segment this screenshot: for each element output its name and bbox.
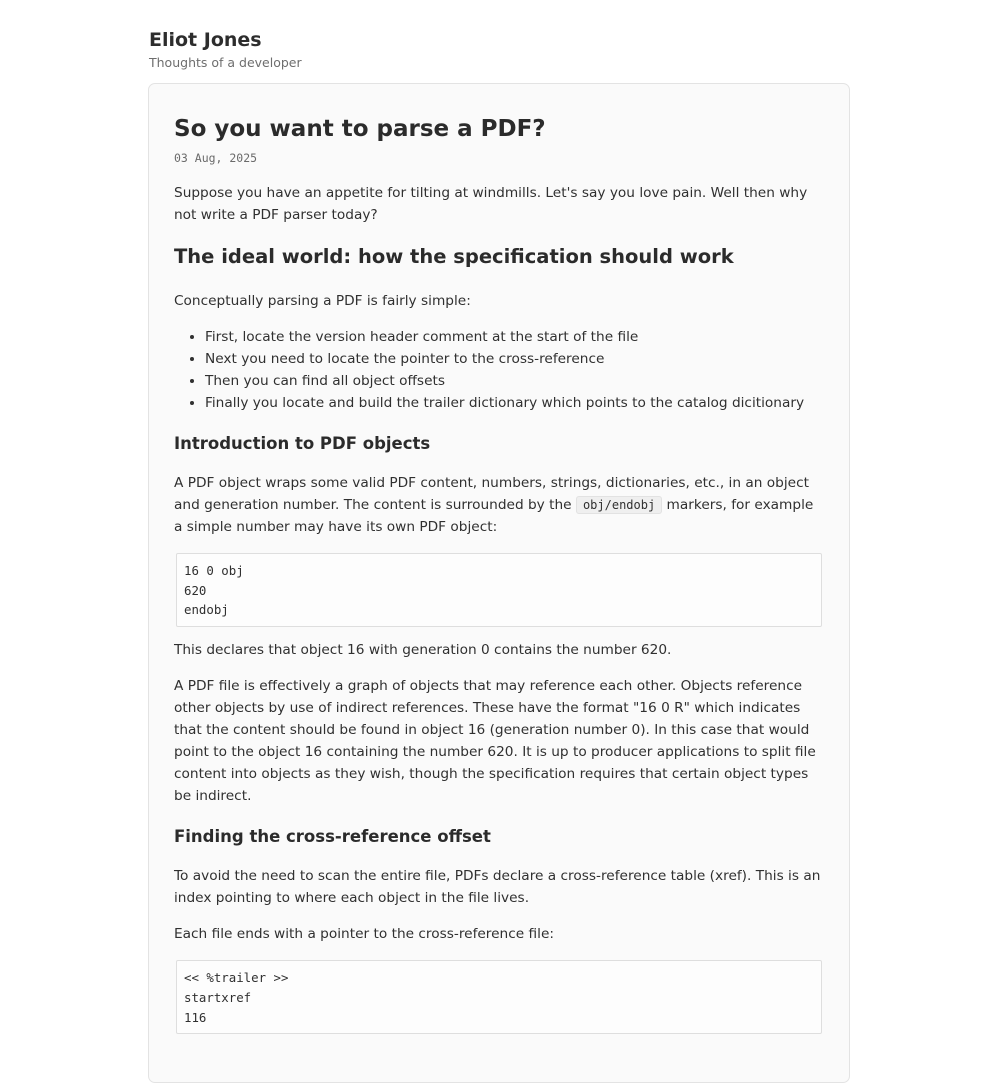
code-line: 620 xyxy=(184,582,207,598)
list-item: • First, locate the version header comment at the start of the file xyxy=(205,326,824,348)
intro-paragraph: Suppose you have an appetite for tilting at windmills. Let's say you love pain. Well then why not write a PDF parser today? xyxy=(174,185,808,223)
code-block-trailer-example xyxy=(176,960,822,1034)
steps-list xyxy=(174,326,824,414)
site-title[interactable]: Eliot Jones xyxy=(149,29,262,51)
post-title: So you want to parse a PDF? xyxy=(174,116,546,142)
section-heading-pdf-objects: Introduction to PDF objects xyxy=(174,434,431,453)
article-card xyxy=(148,83,850,1083)
code-block-object-example xyxy=(176,553,822,627)
xref-pointer-paragraph: Each file ends with a pointer to the cross-reference file: xyxy=(174,926,554,943)
list-item: • Next you need to locate the pointer to the cross-reference xyxy=(205,348,824,370)
site-tagline: Thoughts of a developer xyxy=(149,55,302,70)
section-heading-ideal-world: The ideal world: how the specification should work xyxy=(174,245,734,268)
code-line: 16 0 obj xyxy=(184,563,244,578)
code-line: << %trailer >> xyxy=(184,970,289,986)
site-header xyxy=(149,28,302,71)
paragraph-text: markers, for example a simple number may have its own PDF object: xyxy=(174,497,814,535)
code-line: 116 xyxy=(184,1009,207,1025)
xref-intro-paragraph: To avoid the need to scan the entire file, PDFs declare a cross-reference table (xref). This is an index pointing to where each object in the file lives. xyxy=(174,868,821,907)
section-lead-paragraph: Conceptually parsing a PDF is fairly simple: xyxy=(174,293,471,309)
list-item: • Finally you locate and build the trailer dictionary which points to the catalog dicitionary xyxy=(205,392,824,414)
list-item: • Then you can find all object offsets xyxy=(205,370,824,392)
inline-code-obj-endobj: obj/endobj xyxy=(576,496,662,514)
object-declaration-paragraph: This declares that object 16 with generation 0 contains the number 620. xyxy=(174,642,672,659)
paragraph-text: A PDF object wraps some valid PDF content, numbers, strings, dictionaries, etc., in an object and generation number. The content is surrounded by the xyxy=(174,475,809,513)
pdf-objects-paragraph xyxy=(174,472,824,538)
post-date: 03 Aug, 2025 xyxy=(174,151,258,165)
object-graph-paragraph: A PDF file is effectively a graph of objects that may reference each other. Objects reference other objects by use of indirect references. These have the format "16 0 R" which indicates that the content should be found in object 16 (generation number 0). In this case that would point to the object 16 containing the number 620. It is up to producer applications to split file content into objects as they wish, though the specification requires that certain object types be indirect. xyxy=(174,678,816,805)
code-line: endobj xyxy=(184,602,229,618)
code-line: startxref xyxy=(184,989,252,1005)
section-heading-xref-offset: Finding the cross-reference offset xyxy=(174,827,491,847)
